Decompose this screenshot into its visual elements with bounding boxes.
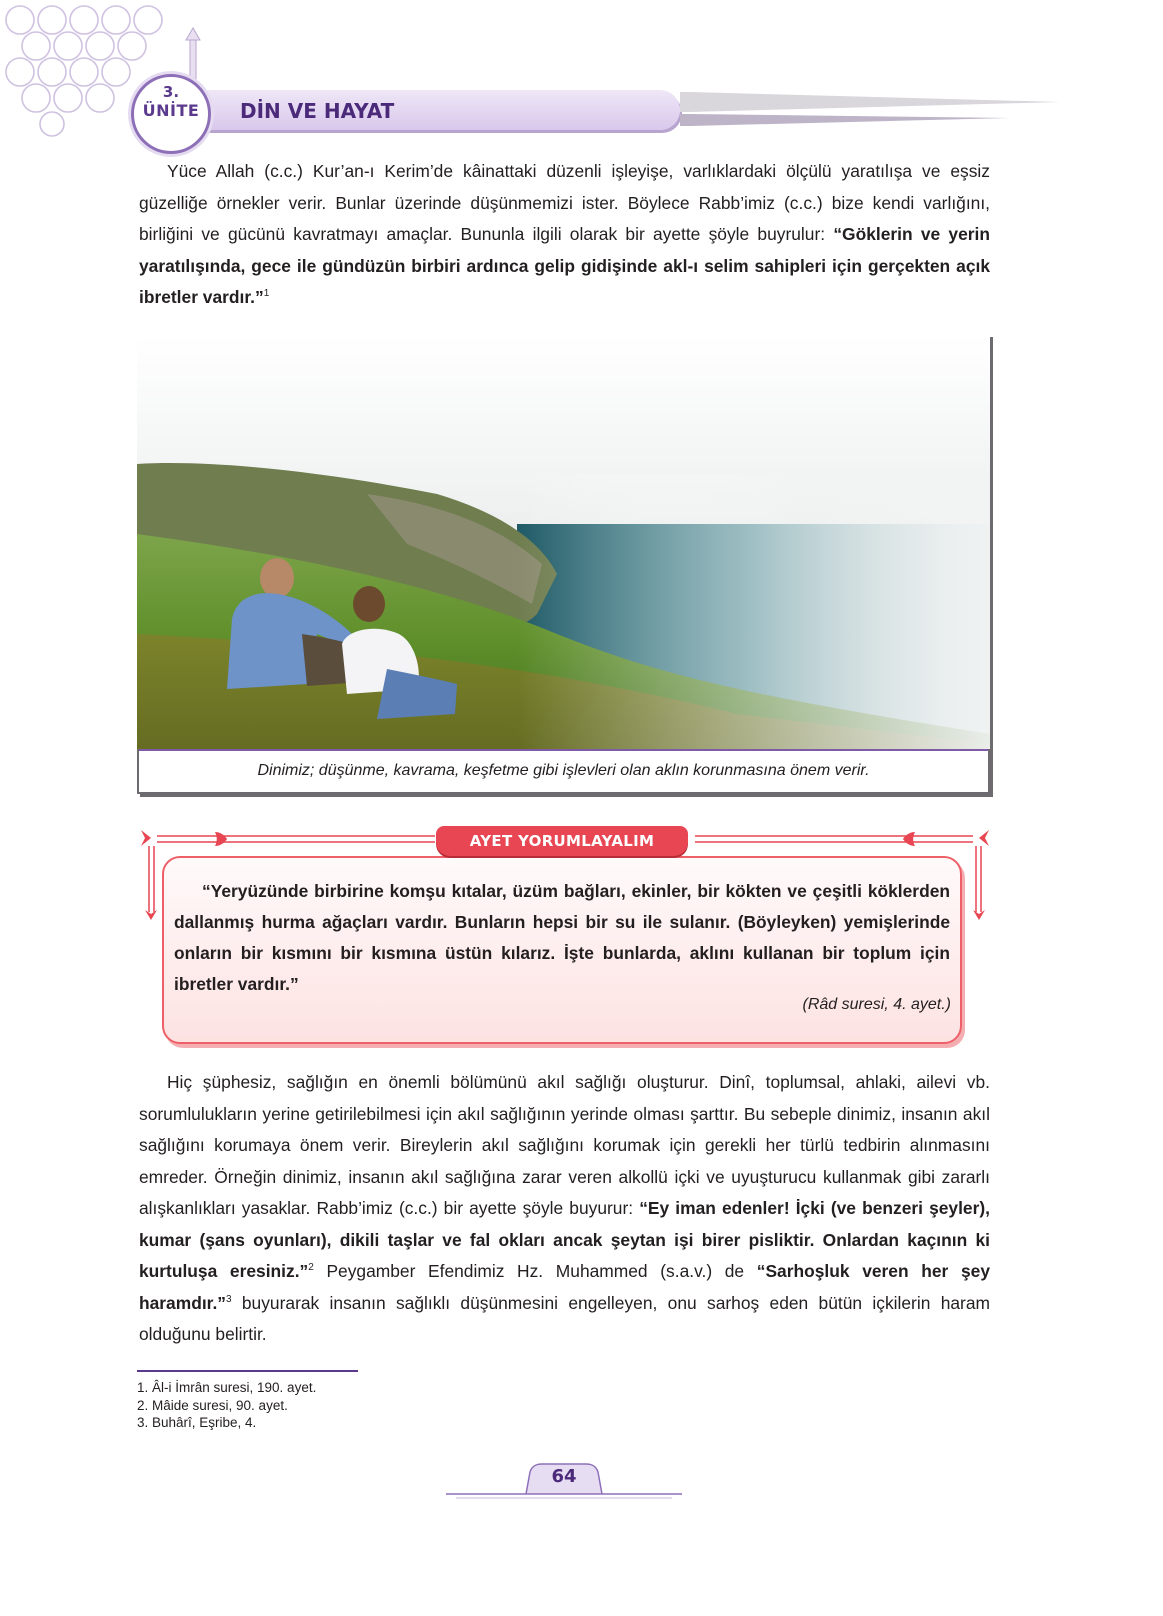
footnote-mark-2: 2 [308,1262,314,1274]
footnote-mark-1: 1 [263,288,270,300]
page-number: 64 [551,1466,577,1487]
ayet-reference: (Râd suresi, 4. ayet.) [802,996,951,1013]
footnote-1: 1. Âl-i İmrân suresi, 190. ayet. [137,1380,317,1395]
ayet-quote: “Yeryüzünde birbirine komşu kıtalar, üzüm bağları, ekinler, bir kökten ve çeşitli köklerden dallanmış hurma ağaçları vardır. Bunların hepsi bir su ile sulanır. (Böyleyken) yemişlerinde onların bir kısmını bir kısmına üstün kılarız. İşte bunlarda, aklını kullanan bir toplum için ibretler vardır.” [174,881,950,994]
body-quote-1: “Ey iman edenler! İçki (ve benzeri şeyler), kumar (şans oyunları), dikili taşlar ve fal okları ancak şeytan işi birer pisliktir. Onlardan kaçının ki kurtuluşa eresiniz.” [139,1198,990,1281]
photo-caption: Dinimiz; düşünme, kavrama, keşfetme gibi işlevleri olan aklın korunmasına önem verir. [257,762,870,779]
body-text-3: buyurarak insanın sağlıklı düşünmesini engelleyen, onu sarhoş eden bütün içkilerin haram olduğunu belirtir. [139,1292,990,1344]
unit-number: 3. [162,83,180,101]
landscape-photo [137,334,990,749]
header-decoration-line [680,88,1060,132]
intro-quote: “Göklerin ve yerin yaratılışında, gece ile gündüzün birbiri ardınca gelip gidişinde akl-ı selim sahipleri için gerçekten açık ibretler vardır.” [139,224,990,307]
body-quote-2: “Sarhoşluk veren her şey haramdır.” [139,1261,990,1313]
ayet-quote-paragraph [174,876,950,1000]
body-text-1: Hiç şüphesiz, sağlığın en önemli bölümünü akıl sağlığı oluşturur. Dinî, toplumsal, ahlaki, ailevi vb. sorumlulukların yerine getirilebilmesi için akıl sağlığının yerinde olması şarttır. Bu sebeple dinimiz, insanın akıl sağlığını korumaya önem verir. Bireylerin akıl sağlığını korumak için gerekli her türlü tedbirin alınmasını emreder. Örneğin dinimiz, insanın akıl sağlığına zarar veren alkollü içki ve uyuşturucu kullanmak gibi zararlı alışkanlıkları yasaklar. Rabb’imiz (c.c.) bir ayette şöyle buyurur: [139,1072,990,1218]
intro-text: Yüce Allah (c.c.) Kur’an-ı Kerim’de kâinattaki düzenli işleyişe, varlıklardaki ölçülü yaratılışa ve eşsiz güzelliğe örnekler verir. Bunlar üzerinde düşünmemizi ister. Böylece Rabb’imiz (c.c.) bize kendi varlığını, birliğini ve gücünü kavratmayı amaçlar. Bununla ilgili olarak bir ayette şöyle buyrulur: [139,161,990,244]
ayet-box-title: AYET YORUMLAYALIM [436,826,688,856]
unit-title: DİN VE HAYAT [240,99,395,123]
unit-label: ÜNİTE [142,101,200,120]
photo-frame [137,334,990,794]
body-text-2: Peygamber Efendimiz Hz. Muhammed (s.a.v.) de [326,1261,745,1281]
footnote-2: 2. Mâide suresi, 90. ayet. [137,1397,288,1413]
body-paragraph [139,1067,990,1351]
photo-caption-box [139,749,988,792]
footnote-divider [137,1370,358,1372]
footnotes [137,1379,316,1432]
footnote-3: 3. Buhârî, Eşribe, 4. [137,1415,257,1430]
intro-paragraph [139,156,990,314]
unit-badge [131,74,211,154]
footnote-mark-3: 3 [226,1293,232,1305]
